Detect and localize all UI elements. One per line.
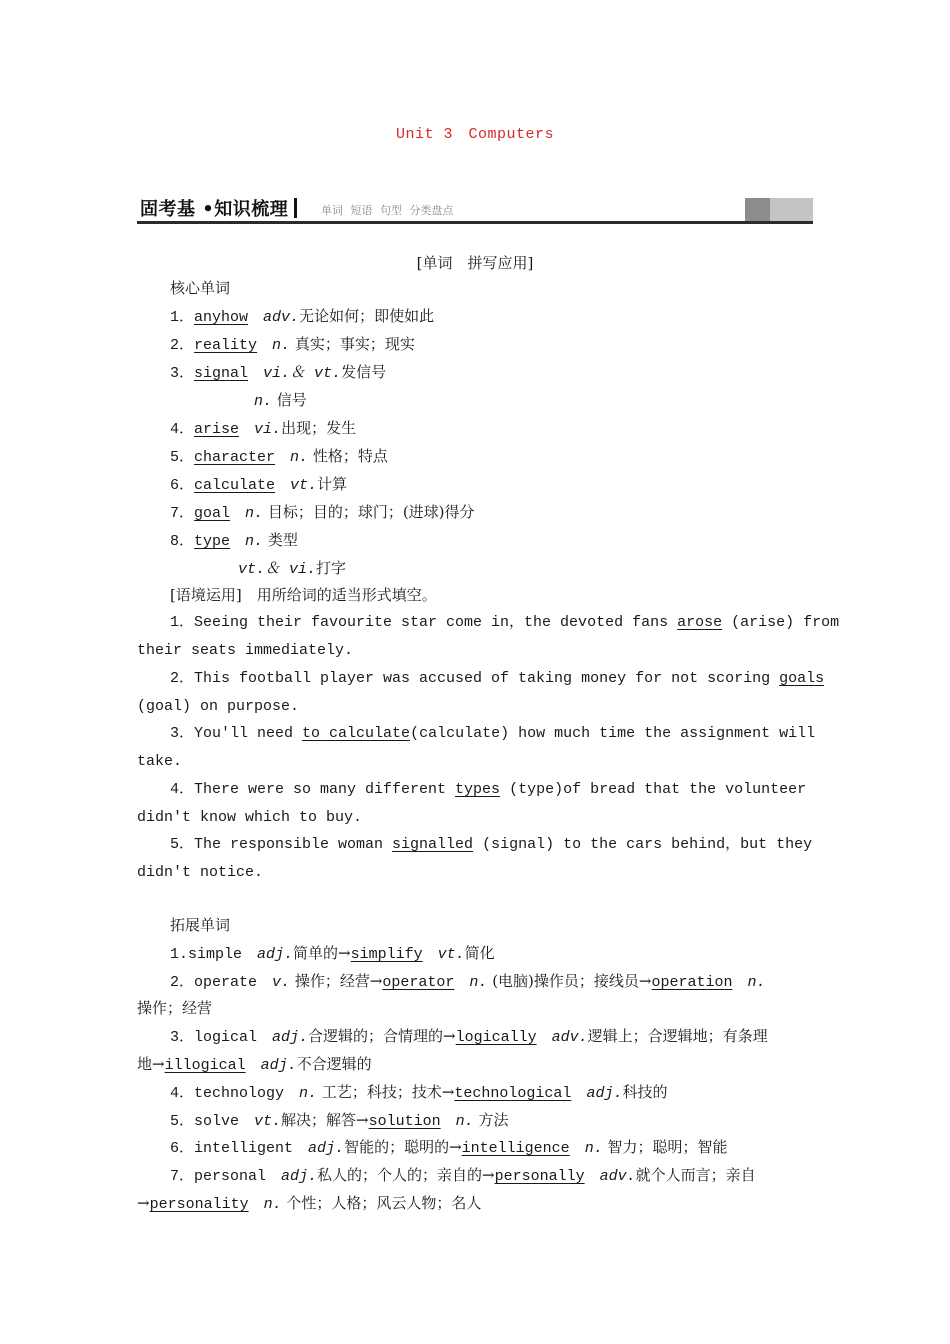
expand-word-item: 5．solve vt.解决；解答→solution n. 方法 [170,1111,509,1130]
exercise-sentence: 4．There were so many different types (type)of bread that the volunteer [170,781,807,798]
core-word-item: 2．reality n. 真实；事实；现实 [170,335,415,354]
exercise-sentence-cont: (goal) on purpose. [137,698,300,715]
expand-word-item: 3．logical adj.合逻辑的；合情理的→logically adv.逻辑上；合逻辑地；有条理 [170,1027,768,1046]
exercise-sentence-cont: didn't notice. [137,864,264,881]
expand-word-item: 6．intelligent adj.智能的；聪明的→intelligence n. 智力；聪明；智能 [170,1138,728,1157]
section-header: [单词 拼写应用] [416,254,534,272]
banner-subtitle: 单词 短语 句型 分类盘点 [321,204,454,217]
expand-word-item-cont: 操作；经营 [137,999,213,1017]
expand-word-item-cont: →personality n. 个性；人格；风云人物；名人 [137,1194,482,1213]
exercise-sentence: 2．This football player was accused of taking money for not scoring goals [170,670,825,687]
banner-title: 固考基 •知识梳理 [140,195,302,221]
banner-decoration [745,198,770,221]
core-word-item: 5．character n. 性格；特点 [170,447,388,466]
exercise-sentence: 3．You'll need to calculate(calculate) how much time the assignment will [170,725,816,742]
core-word-item: n. 信号 [254,391,307,410]
expand-word-item: 2．operate v. 操作；经营→operator n. (电脑)操作员；接线员→operation n. [170,972,766,991]
core-word-item: 4．arise vi.出现；发生 [170,419,357,438]
expand-word-item: 1.simple adj.简单的→simplify vt.简化 [170,944,495,963]
banner-rule [137,221,813,224]
banner-decoration [770,198,813,221]
core-word-item: 6．calculate vt.计算 [170,475,348,494]
expand-word-item: 4．technology n. 工艺；科技；技术→technological adj.科技的 [170,1083,668,1102]
exercise-sentence-cont: take. [137,753,183,770]
core-words-heading: 核心单词 [170,279,231,297]
expand-word-item: 7．personal adj.私人的；个人的；亲自的→personally adv.就个人而言；亲自 [170,1166,756,1185]
expand-word-item-cont: 地→illogical adj.不合逻辑的 [137,1055,372,1074]
core-word-item: 7．goal n. 目标；目的；球门；(进球)得分 [170,503,475,522]
section-banner [137,194,813,224]
expand-words-heading: 拓展单词 [170,916,231,934]
core-word-item: 3．signal vi.＆ vt.发信号 [170,363,387,382]
exercise-sentence-cont: didn't know which to buy. [137,809,363,826]
context-heading: [语境运用] 用所给词的适当形式填空。 [170,586,437,604]
exercise-sentence-cont: their seats immediately. [137,642,354,659]
exercise-sentence: 1．Seeing their favourite star come in，the devoted fans arose (arise) from [170,614,840,631]
core-word-item: vt.＆ vi.打字 [238,559,347,578]
page-title: Unit 3 Computers [395,126,555,143]
exercise-sentence: 5．The responsible woman signalled (signal) to the cars behind，but they [170,836,813,853]
core-word-item: 1．anyhow adv.无论如何；即使如此 [170,307,435,326]
core-word-item: 8．type n. 类型 [170,531,298,550]
